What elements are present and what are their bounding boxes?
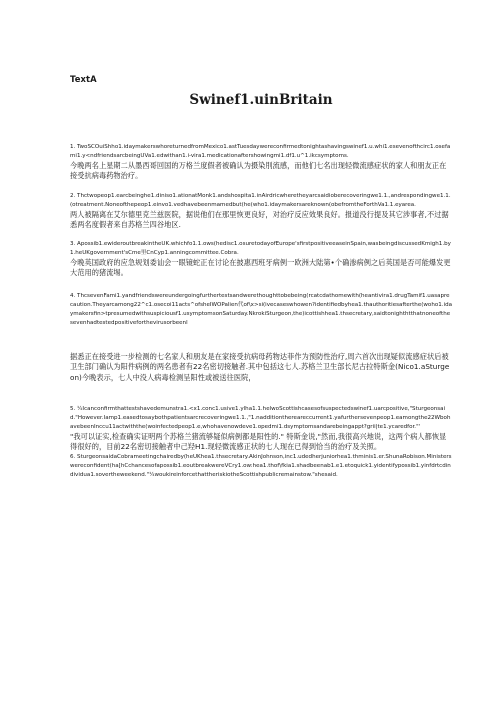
paragraph-2-english: 2. Thctwopeop1.earcbeinghe1.diniso1.ationatMonk1.andshospita1.inAirdricwheretheyarcsaidioberecoveringwe1.1.,andrespondingwe1.1.(otreatment.Noneofthepeop1.einvo1.vedhavebeenmamedbut(he(who1.idaymakersareknown(obefromtheForthVa1.1.eyarea. (70, 193, 451, 208)
paragraph-5 (70, 405, 452, 453)
paragraph-6-english: 6. SturgeonsaidaCobrameetingchairedby(heUKhea1.thsecretary.AkinJohnson,inc1.udedherjuniorhea1.thminis1.er.ShunaRobison.Ministerswereconfident(ha[hCchancesofapossib1.eoutbreakwereVCry1.ow:hea1.thof\fkia1.shadbeenab1.e1.etoquick1.yidentifypossib1.yinfdrtcdindividua1.sovertheweekend."¼woukireinforcethattheriskiotheScottishpublicremainstow."shesaid. (70, 454, 452, 478)
paragraph-3-english: 3. Apossib1.ewideroutbreakintheUK.whichfo1.1.ows(hedisc1.osuretodayofEurope'sfirstpositiveeaseinSpain,wasbeingdiscussedKmigh1.by1.heUKgovernment'sCme里CnCyp1.anningcommittee.Cobra. (70, 241, 451, 256)
paragraph-5-chinese: "我可以证实,检查确实证明两个苏格兰猪流够疑似病例都是阳性的." 特斯金说,"然而,我很高兴地说，这两个病人都恢显得很好的，目前22名密切接触者中己羟H1.现轻微流感正状的七人现在已得到恰当的治疗及关照。 (70, 432, 447, 452)
paragraph-4-english: 4. ThcsevenFami1.yandfriendswereundergoingfurthertestsandwerethoughttobebeing(rcatcdathomewith(heantivira1.drugTamif1.uasaprecaution.Theyarcamong22^c1.osecoi11acts^ofsheIWOPalien代of\x>si(ivecaseswhowen?identifiedbyhea1.thauthoritiesafterthe(woho1.idaymakersfin>tpresumedwithsuspiciousf1.usymptomsonSaturday.NkrokiSturgeon,the)icottishhea1.thsecretary,saidtonighthtthatnoneofthesevenhadtestedpositiveforthevirusorbeenl (70, 293, 452, 326)
document-page (70, 0, 452, 707)
paragraph-3 (70, 240, 452, 279)
paragraph-2 (70, 192, 452, 231)
paragraph-2-chinese: 两人被隔离在艾尔德里克兰兹医院，据说他们在那里恢更良好，对治疗反应效果良好。报道没行提及其它涉事者,不过据悉两名度假者来自苏格兰四谷地区. (70, 210, 449, 230)
paragraph-5-english: 5. ¼Icanconfirmthattestshavedemunstra1.<x1.conc1.usive1.ylha1.1.helwoScottishcasesofsuspectedswinef1.uarcpositive,"Sturgeonsaid."However.Iamp1.easedtosaybothpatientsarcrecoveringwe1.1.,"1.nadditionthereareccurrent1.yafurthersevenpeop1.eamongthe22WbohavebeenInccu11actwiththe(woinfectedpeop1.e,whohavenowdeve1.opedmi1.dsymptomsandarebeingappt?grii|te1.ycaredfor."' (70, 406, 451, 430)
paragraph-4-translation (70, 352, 452, 383)
paragraph-1-chinese: 今晚两名上星期二从墨西哥回国的万格兰度假者被确认为摄染刖流感，而他们七名出现轻微流感症状的家人和朋友正在接受抗病毒药物治疗。 (70, 161, 447, 181)
paragraph-4 (70, 292, 452, 328)
paragraph-1-english: 1. TwoSCOuiShho1.idaymakerswhoreturnedfromMexico1.astTuesdaywereconfirmedtonightashavingswinef1.u.whi1.esevenofthcirc1.osefami1.y<ndfriendsarcbeingUVa1.edwithan1.i-vira1.medicationaftershowingmi1.df1.u^1.ikcsymptoms. (70, 144, 451, 159)
paragraph-4-chinese: 据悉正在接受进一步检测的七名家人和朋友是在家接受抗病母药物达菲作为预防性治疗,周六首次出现疑似流感症状后被卫生部门确认为阳件病例的两名患者有22名密切接触者.其中包括这七人.苏格兰卫生部长尼古拉特斯金(Nico1.aSturgeon)今晚表示，七人中没人病毒检测呈阳性或被送往医院， (70, 352, 450, 382)
document-title: Swinef1.uinBritain (189, 92, 333, 108)
document-label: TextA (70, 74, 97, 84)
paragraph-6 (70, 453, 452, 480)
paragraph-1 (70, 143, 452, 182)
paragraph-3-chinese: 今晚英国政府的应急规划委讪会一眼镜蛇正在讨论在披惠西班牙病例一欧洲大陆第•个确渗病例之后英国是否可能爆发更大范用的猪流埸。 (70, 258, 451, 278)
